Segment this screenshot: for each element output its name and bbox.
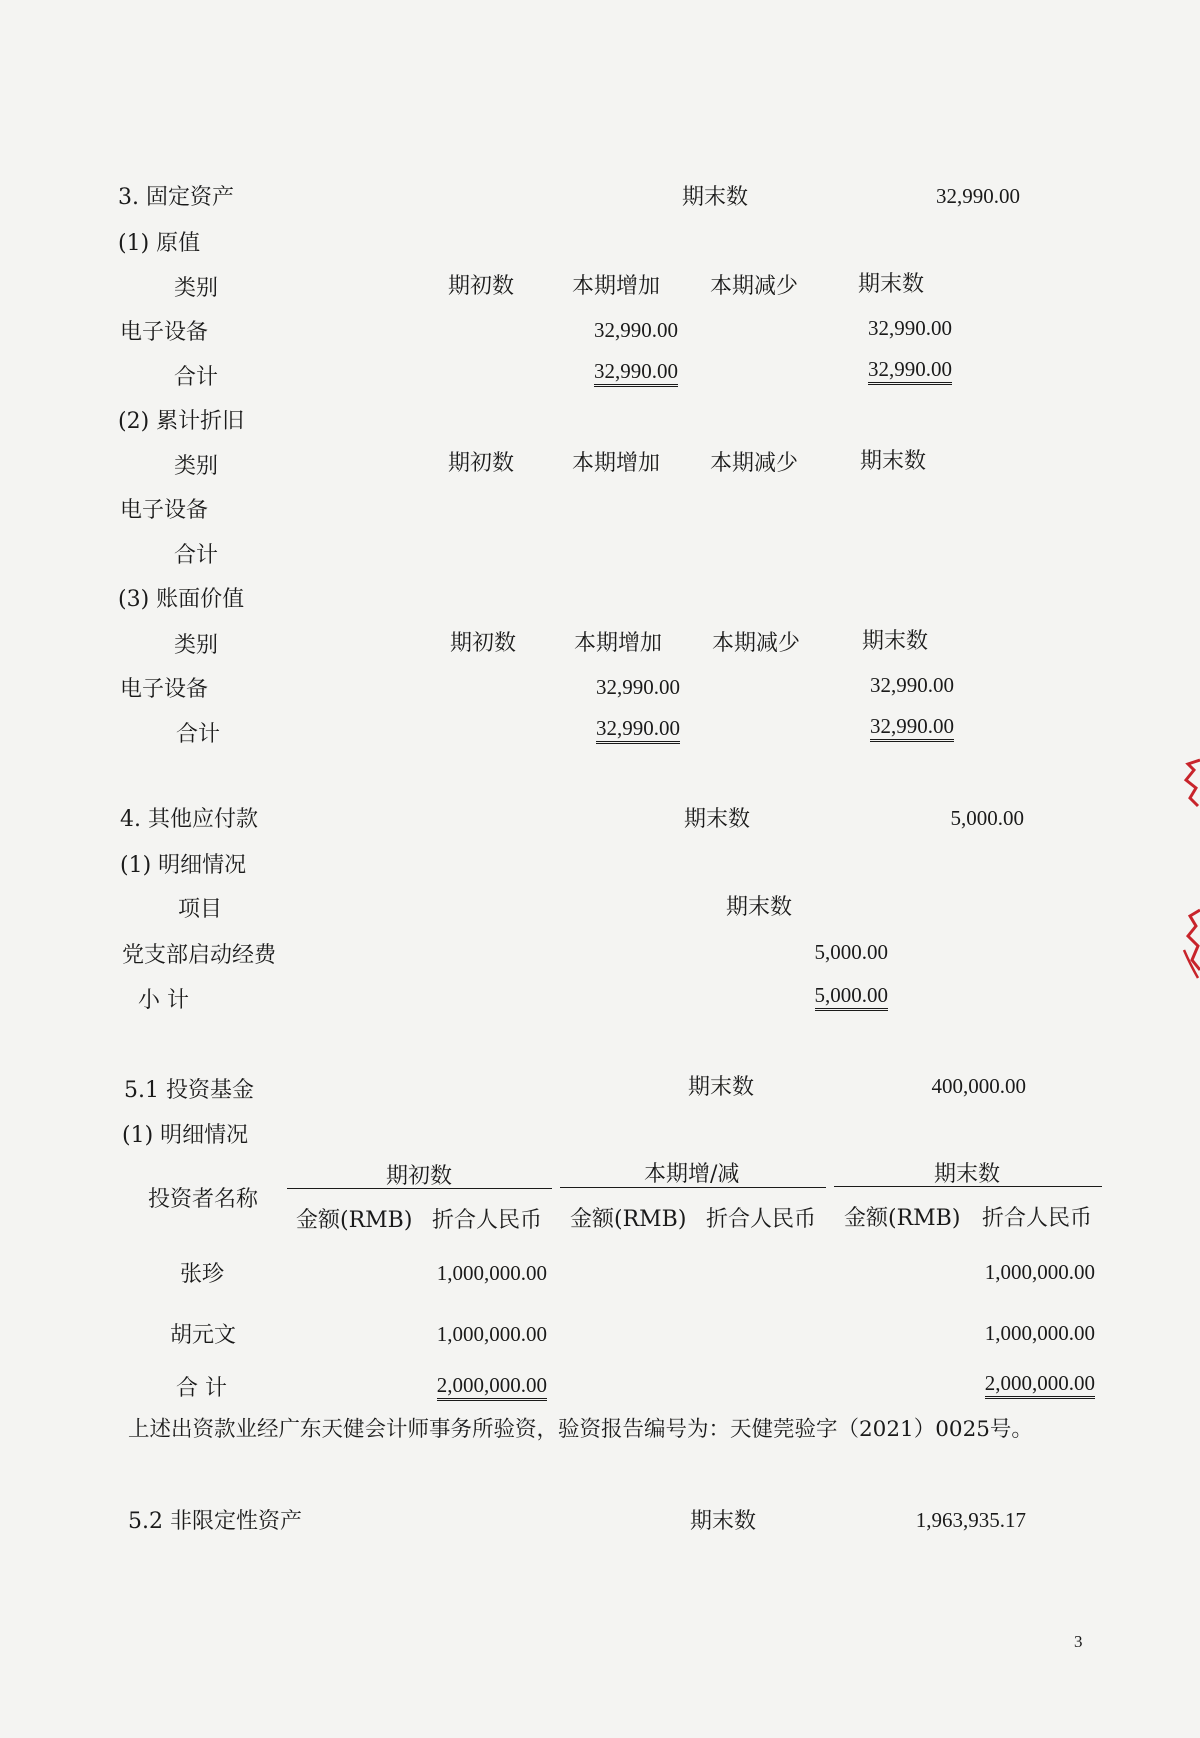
book-total-increase: 32,990.00 <box>596 716 680 744</box>
investor-column-header: 投资者名称 <box>148 1187 259 1212</box>
sec51-total-end: 2,000,000.00 <box>985 1371 1095 1399</box>
section-3-end-label: 期末数 <box>682 185 749 210</box>
section-5-1-title: 5.1 投资基金 <box>124 1078 254 1103</box>
investor-row-begin: 1,000,000.00 <box>436 1322 547 1346</box>
investor-row-end: 1,000,000.00 <box>984 1260 1095 1284</box>
book-total-end: 32,990.00 <box>870 714 954 742</box>
sub-change-amount: 金额(RMB) <box>570 1207 687 1232</box>
sec4-detail-title: (1) 明细情况 <box>120 853 247 878</box>
red-seal-fragment-icon <box>1178 750 1200 990</box>
orig-header-increase: 本期增加 <box>572 274 661 299</box>
orig-row-label: 电子设备 <box>120 320 209 345</box>
section-4-title: 4. 其他应付款 <box>120 807 258 832</box>
sub-change-rmb: 折合人民币 <box>706 1207 817 1232</box>
orig-header-end: 期末数 <box>858 272 925 297</box>
sec4-row-label: 党支部启动经费 <box>122 943 277 968</box>
orig-title: (1) 原值 <box>118 231 201 256</box>
sec4-subtotal-label: 小 计 <box>138 988 189 1013</box>
group-begin-rule <box>287 1188 552 1189</box>
sec4-subtotal-value: 5,000.00 <box>815 983 889 1011</box>
section-5-2-end-label: 期末数 <box>690 1509 757 1534</box>
investor-row-end: 1,000,000.00 <box>984 1321 1095 1345</box>
orig-total-label: 合计 <box>174 365 219 390</box>
book-row-end: 32,990.00 <box>870 673 954 697</box>
book-header-increase: 本期增加 <box>574 631 663 656</box>
dep-header-increase: 本期增加 <box>572 451 661 476</box>
dep-total-label: 合计 <box>174 543 219 568</box>
section-5-1-end-value: 400,000.00 <box>931 1074 1026 1098</box>
orig-row-increase: 32,990.00 <box>594 318 678 342</box>
section-5-2-title: 5.2 非限定性资产 <box>128 1509 302 1534</box>
capital-verification-note: 上述出资款业经广东天健会计师事务所验资，验资报告编号为：天健莞验字（2021）0025号。 <box>128 1417 1033 1442</box>
orig-row-end: 32,990.00 <box>868 316 952 340</box>
book-header-end: 期末数 <box>862 629 929 654</box>
sub-begin-rmb: 折合人民币 <box>432 1208 543 1233</box>
page-number: 3 <box>1074 1632 1083 1651</box>
sec4-col-item: 项目 <box>178 897 223 922</box>
investor-row-begin: 1,000,000.00 <box>436 1261 547 1285</box>
orig-header-begin: 期初数 <box>448 274 515 299</box>
dep-header-begin: 期初数 <box>448 451 515 476</box>
section-3-title: 3. 固定资产 <box>118 185 234 210</box>
sec4-col-end: 期末数 <box>726 895 793 920</box>
group-end-header: 期末数 <box>934 1162 1001 1187</box>
section-5-1-end-label: 期末数 <box>688 1075 755 1100</box>
dep-row-label: 电子设备 <box>120 498 209 523</box>
dep-header-category: 类别 <box>174 454 219 479</box>
orig-header-decrease: 本期减少 <box>710 274 799 299</box>
sub-end-amount: 金额(RMB) <box>844 1206 961 1231</box>
section-4-end-value: 5,000.00 <box>950 806 1024 830</box>
sub-end-rmb: 折合人民币 <box>982 1206 1093 1231</box>
book-row-increase: 32,990.00 <box>596 675 680 699</box>
dep-title: (2) 累计折旧 <box>118 409 245 434</box>
sec4-row-value: 5,000.00 <box>814 940 888 964</box>
sec51-total-begin: 2,000,000.00 <box>437 1373 547 1401</box>
orig-total-end: 32,990.00 <box>868 357 952 385</box>
dep-header-end: 期末数 <box>860 449 927 474</box>
book-row-label: 电子设备 <box>120 677 209 702</box>
section-5-2-end-value: 1,963,935.17 <box>915 1508 1026 1532</box>
group-end-rule <box>834 1186 1102 1187</box>
section-4-end-label: 期末数 <box>684 807 751 832</box>
orig-header-category: 类别 <box>174 276 219 301</box>
sec51-total-label: 合 计 <box>176 1376 227 1401</box>
orig-total-increase: 32,990.00 <box>594 359 678 387</box>
book-total-label: 合计 <box>176 722 221 747</box>
group-begin-header: 期初数 <box>386 1164 453 1189</box>
sec51-detail-title: (1) 明细情况 <box>122 1123 249 1148</box>
group-change-rule <box>560 1187 826 1188</box>
group-change-header: 本期增/减 <box>644 1162 740 1187</box>
book-header-begin: 期初数 <box>450 631 517 656</box>
section-3-end-value: 32,990.00 <box>936 184 1020 208</box>
book-title: (3) 账面价值 <box>118 587 245 612</box>
dep-header-decrease: 本期减少 <box>710 451 799 476</box>
book-header-category: 类别 <box>174 633 219 658</box>
investor-row-name: 胡元文 <box>170 1323 237 1348</box>
book-header-decrease: 本期减少 <box>712 631 801 656</box>
sub-begin-amount: 金额(RMB) <box>296 1208 413 1233</box>
investor-row-name: 张珍 <box>180 1262 225 1287</box>
